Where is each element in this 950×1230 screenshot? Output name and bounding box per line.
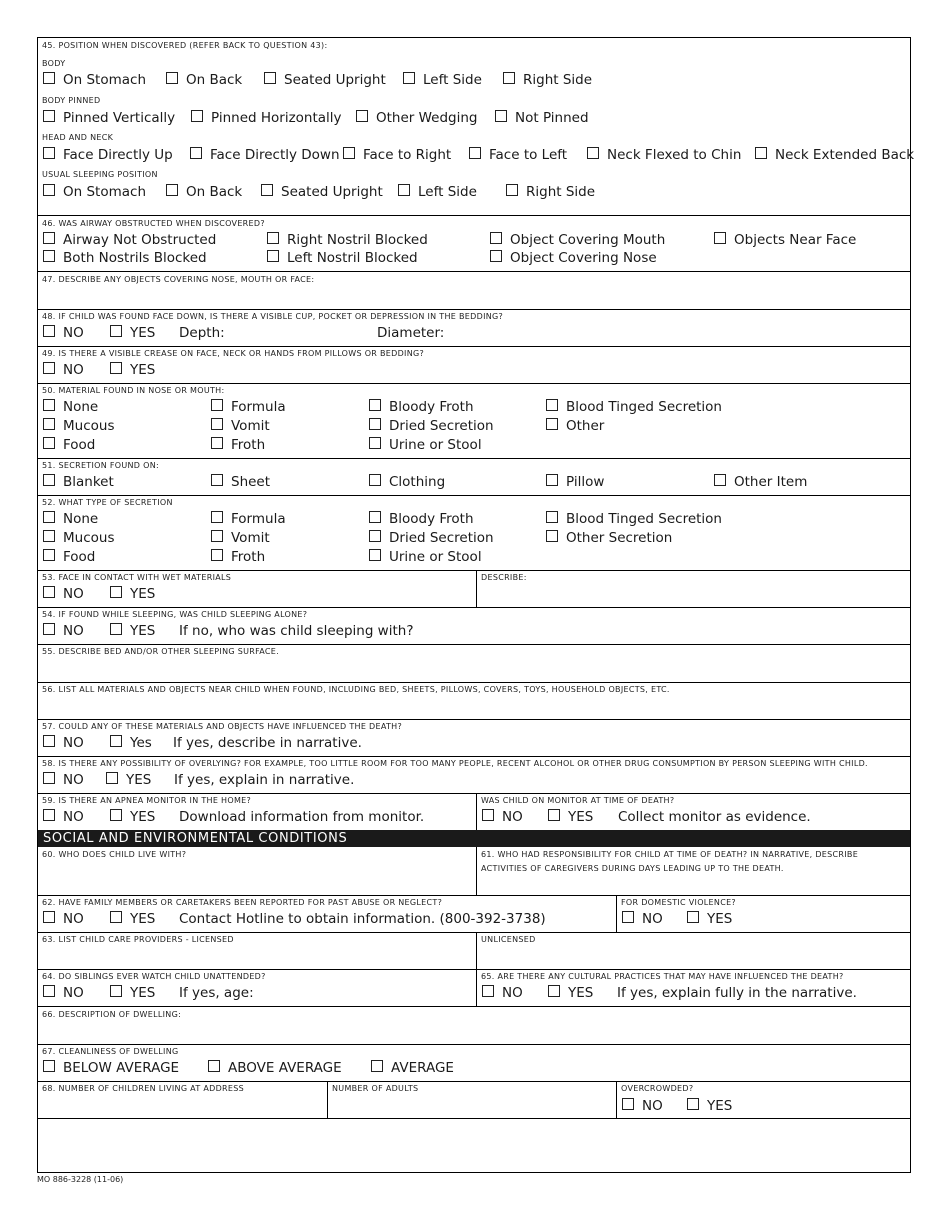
usual-sleeping-label: USUAL SLEEPING POSITION [42,170,158,179]
adults-count-field[interactable] [327,1082,616,1118]
q50-section [38,383,910,458]
q46-section [38,215,910,271]
checkbox-q57-no[interactable]: NO [43,735,84,751]
checkbox-usual-left-side[interactable]: Left Side [398,184,477,200]
checkbox-objects-near-face[interactable]: Objects Near Face [714,232,856,248]
domestic-violence-label: FOR DOMESTIC VIOLENCE? [621,898,736,907]
depth-label: Depth: [179,325,225,341]
checkbox-q53-yes[interactable]: YES [110,586,155,602]
checkbox-face-to-right[interactable]: Face to Right [343,147,451,163]
q59-label: 59. IS THERE AN APNEA MONITOR IN THE HOME? [42,796,252,805]
q59-left-cell [38,794,476,830]
checkbox-body-on-back[interactable]: On Back [166,72,242,88]
checkbox-q52-none[interactable]: None [43,511,98,527]
checkbox-average[interactable]: AVERAGE [371,1060,454,1076]
q61-label-line1: 61. WHO HAD RESPONSIBILITY FOR CHILD AT TIME OF DEATH? IN NARRATIVE, DESCRIBE [481,850,859,859]
q45-label: 45. POSITION WHEN DISCOVERED (REFER BACK TO QUESTION 43): [42,41,328,50]
q67-label: 67. CLEANLINESS OF DWELLING [42,1047,179,1056]
checkbox-q49-yes[interactable]: YES [110,362,155,378]
checkbox-q49-no[interactable]: NO [43,362,84,378]
checkbox-pinned-vertically[interactable]: Pinned Vertically [43,110,175,126]
q62-note: Contact Hotline to obtain information. (800-392-3738) [179,911,546,927]
checkbox-body-on-stomach[interactable]: On Stomach [43,72,146,88]
checkbox-pinned-horizontally[interactable]: Pinned Horizontally [191,110,342,126]
q48-label: 48. IF CHILD WAS FOUND FACE DOWN, IS THERE A VISIBLE CUP, POCKET OR DEPRESSION IN THE BEDDING? [42,312,504,321]
q48-section [38,309,910,346]
checkbox-dv-yes[interactable]: YES [687,911,732,927]
q49-label: 49. IS THERE A VISIBLE CREASE ON FACE, NECK OR HANDS FROM PILLOWS OR BEDDING? [42,349,425,358]
q54-note: If no, who was child sleeping with? [179,623,414,639]
q55-label: 55. DESCRIBE BED AND/OR OTHER SLEEPING SURFACE. [42,647,279,656]
checkbox-object-covering-mouth[interactable]: Object Covering Mouth [490,232,665,248]
q66-label: 66. DESCRIPTION OF DWELLING: [42,1010,182,1019]
checkbox-q50-bloody-froth[interactable]: Bloody Froth [369,399,474,415]
q63-section [38,932,910,969]
q57-section [38,719,910,756]
q55-section[interactable] [38,644,910,682]
checkbox-face-directly-up[interactable]: Face Directly Up [43,147,173,163]
checkbox-q50-mucous[interactable]: Mucous [43,418,114,434]
q59-monitor-label: WAS CHILD ON MONITOR AT TIME OF DEATH? [481,796,675,805]
checkbox-other-wedging[interactable]: Other Wedging [356,110,478,126]
checkbox-q52-food[interactable]: Food [43,549,95,565]
checkbox-q52-urine-stool[interactable]: Urine or Stool [369,549,482,565]
checkbox-q62-no[interactable]: NO [43,911,84,927]
checkbox-q50-formula[interactable]: Formula [211,399,286,415]
q46-label: 46. WAS AIRWAY OBSTRUCTED WHEN DISCOVERED? [42,219,265,228]
checkbox-q65-no[interactable]: NO [482,985,523,1001]
q47-section[interactable] [38,271,910,309]
body-pinned-label: BODY PINNED [42,96,101,105]
q64-label: 64. DO SIBLINGS EVER WATCH CHILD UNATTENDED? [42,972,266,981]
unlicensed-label: UNLICENSED [481,935,536,944]
q57-label: 57. COULD ANY OF THESE MATERIALS AND OBJECTS HAVE INFLUENCED THE DEATH? [42,722,403,731]
checkbox-q52-other-secretion[interactable]: Other Secretion [546,530,672,546]
q61-label-line2: ACTIVITIES OF CAREGIVERS DURING DAYS LEADING UP TO THE DEATH. [481,864,784,873]
q52-label: 52. WHAT TYPE OF SECRETION [42,498,173,507]
checkbox-not-pinned[interactable]: Not Pinned [495,110,589,126]
checkbox-usual-right-side[interactable]: Right Side [506,184,595,200]
checkbox-q52-bloody-froth[interactable]: Bloody Froth [369,511,474,527]
q47-label: 47. DESCRIBE ANY OBJECTS COVERING NOSE, MOUTH OR FACE: [42,275,315,284]
checkbox-q50-food[interactable]: Food [43,437,95,453]
q63-label: 63. LIST CHILD CARE PROVIDERS - LICENSED [42,935,234,944]
checkbox-left-nostril[interactable]: Left Nostril Blocked [267,250,418,266]
checkbox-q54-no[interactable]: NO [43,623,84,639]
q54-section [38,607,910,644]
checkbox-neck-flexed[interactable]: Neck Flexed to Chin [587,147,741,163]
section-banner: SOCIAL AND ENVIRONMENTAL CONDITIONS [38,830,910,847]
checkbox-q51-other-item[interactable]: Other Item [714,474,807,490]
q59-monitor-note: Collect monitor as evidence. [618,809,811,825]
q58-note: If yes, explain in narrative. [174,772,355,788]
q67-section [38,1044,910,1081]
q68-label: 68. NUMBER OF CHILDREN LIVING AT ADDRESS [42,1084,245,1093]
checkbox-q52-mucous[interactable]: Mucous [43,530,114,546]
checkbox-q65-yes[interactable]: YES [548,985,593,1001]
q62-left-cell [38,896,616,932]
q53-describe-field[interactable] [476,571,910,607]
checkbox-monitor-no[interactable]: NO [482,809,523,825]
q56-section[interactable] [38,682,910,719]
q64-note: If yes, age: [179,985,254,1001]
checkbox-q50-blood-tinged[interactable]: Blood Tinged Secretion [546,399,722,415]
overcrowded-label: OVERCROWDED? [621,1084,694,1093]
checkbox-object-covering-nose[interactable]: Object Covering Nose [490,250,657,266]
q64-cell [38,970,476,1006]
checkbox-dv-no[interactable]: NO [622,911,663,927]
q53-label: 53. FACE IN CONTACT WITH WET MATERIALS [42,573,232,582]
checkbox-overcrowded-yes[interactable]: YES [687,1098,732,1114]
q60-label: 60. WHO DOES CHILD LIVE WITH? [42,850,187,859]
checkbox-face-to-left[interactable]: Face to Left [469,147,567,163]
checkbox-q52-blood-tinged[interactable]: Blood Tinged Secretion [546,511,722,527]
checkbox-airway-not-obstructed[interactable]: Airway Not Obstructed [43,232,216,248]
checkbox-q52-froth[interactable]: Froth [211,549,265,565]
q51-section [38,458,910,495]
checkbox-q48-yes[interactable]: YES [110,325,155,341]
checkbox-above-average[interactable]: ABOVE AVERAGE [208,1060,342,1076]
investigation-form [37,37,915,1173]
checkbox-face-directly-down[interactable]: Face Directly Down [190,147,340,163]
q45-section [38,38,915,215]
q59-right-cell [476,794,910,830]
q54-label: 54. IF FOUND WHILE SLEEPING, WAS CHILD SLEEPING ALONE? [42,610,308,619]
q64-65-section [38,969,910,1006]
q50-label: 50. MATERIAL FOUND IN NOSE OR MOUTH: [42,386,225,395]
q60-field[interactable] [38,847,476,895]
q49-section [38,346,910,383]
checkbox-neck-extended[interactable]: Neck Extended Back [755,147,914,163]
checkbox-q58-yes[interactable]: YES [106,772,151,788]
checkbox-monitor-yes[interactable]: YES [548,809,593,825]
checkbox-q57-yes[interactable]: Yes [110,735,152,751]
q63-licensed-field[interactable] [38,933,476,969]
checkbox-right-nostril[interactable]: Right Nostril Blocked [267,232,428,248]
q60-61-section [38,847,910,895]
q53-describe-label: DESCRIBE: [481,573,527,582]
checkbox-q50-vomit[interactable]: Vomit [211,418,270,434]
q53-section [38,570,910,607]
blank-area[interactable] [38,1118,910,1172]
checkbox-q50-dried-secretion[interactable]: Dried Secretion [369,418,494,434]
head-neck-label: HEAD AND NECK [42,133,114,142]
checkbox-q59-no[interactable]: NO [43,809,84,825]
q65-note: If yes, explain fully in the narrative. [617,985,857,1001]
checkbox-q59-yes[interactable]: YES [110,809,155,825]
checkbox-q52-vomit[interactable]: Vomit [211,530,270,546]
children-count-field[interactable] [38,1082,327,1118]
q61-field[interactable] [476,847,910,895]
checkbox-overcrowded-no[interactable]: NO [622,1098,663,1114]
checkbox-q53-no[interactable]: NO [43,586,84,602]
checkbox-q52-formula[interactable]: Formula [211,511,286,527]
checkbox-q51-pillow[interactable]: Pillow [546,474,604,490]
q59-note: Download information from monitor. [179,809,425,825]
checkbox-below-average[interactable]: BELOW AVERAGE [43,1060,179,1076]
adults-label: NUMBER OF ADULTS [332,1084,419,1093]
q59-section [38,793,910,830]
checkbox-q50-other[interactable]: Other [546,418,604,434]
checkbox-q62-yes[interactable]: YES [110,911,155,927]
checkbox-q51-blanket[interactable]: Blanket [43,474,114,490]
q58-section [38,756,910,793]
q65-cell [476,970,910,1006]
q65-label: 65. ARE THERE ANY CULTURAL PRACTICES THAT MAY HAVE INFLUENCED THE DEATH? [481,972,844,981]
body-label: BODY [42,59,66,68]
form-id: MO 886-3228 (11-06) [37,1175,124,1184]
q57-note: If yes, describe in narrative. [173,735,362,751]
checkbox-body-right-side[interactable]: Right Side [503,72,592,88]
checkbox-body-seated-upright[interactable]: Seated Upright [264,72,386,88]
checkbox-q50-none[interactable]: None [43,399,98,415]
checkbox-usual-on-back[interactable]: On Back [166,184,242,200]
checkbox-both-nostrils[interactable]: Both Nostrils Blocked [43,250,207,266]
q58-label: 58. IS THERE ANY POSSIBILITY OF OVERLYING? FOR EXAMPLE, TOO LITTLE ROOM FOR TOO MANY PEOPLE, RECENT ALCOHOL OR OTHER DRUG CONSUMPTION BY PERSON SLEEPING WITH CHILD. [42,759,868,768]
checkbox-q50-urine-stool[interactable]: Urine or Stool [369,437,482,453]
checkbox-q58-no[interactable]: NO [43,772,84,788]
checkbox-q52-dried-secretion[interactable]: Dried Secretion [369,530,494,546]
q53-left-cell [38,571,476,607]
checkbox-q50-froth[interactable]: Froth [211,437,265,453]
q62-label: 62. HAVE FAMILY MEMBERS OR CARETAKERS BEEN REPORTED FOR PAST ABUSE OR NEGLECT? [42,898,443,907]
checkbox-q51-sheet[interactable]: Sheet [211,474,270,490]
checkbox-q51-clothing[interactable]: Clothing [369,474,445,490]
checkbox-usual-seated-upright[interactable]: Seated Upright [261,184,383,200]
q62-right-cell [616,896,910,932]
q56-label: 56. LIST ALL MATERIALS AND OBJECTS NEAR CHILD WHEN FOUND, INCLUDING BED, SHEETS, PILLOWS, COVERS, TOYS, HOUSEHOLD OBJECTS, ETC. [42,685,670,694]
checkbox-q48-no[interactable]: NO [43,325,84,341]
q51-label: 51. SECRETION FOUND ON: [42,461,159,470]
overcrowded-cell [616,1082,910,1118]
checkbox-q64-no[interactable]: NO [43,985,84,1001]
checkbox-usual-on-stomach[interactable]: On Stomach [43,184,146,200]
q66-section[interactable] [38,1006,910,1044]
checkbox-body-left-side[interactable]: Left Side [403,72,482,88]
q63-unlicensed-field[interactable] [476,933,910,969]
checkbox-q64-yes[interactable]: YES [110,985,155,1001]
q52-section [38,495,910,570]
diameter-label: Diameter: [377,325,445,341]
q68-section [38,1081,910,1118]
q62-section [38,895,910,932]
checkbox-q54-yes[interactable]: YES [110,623,155,639]
